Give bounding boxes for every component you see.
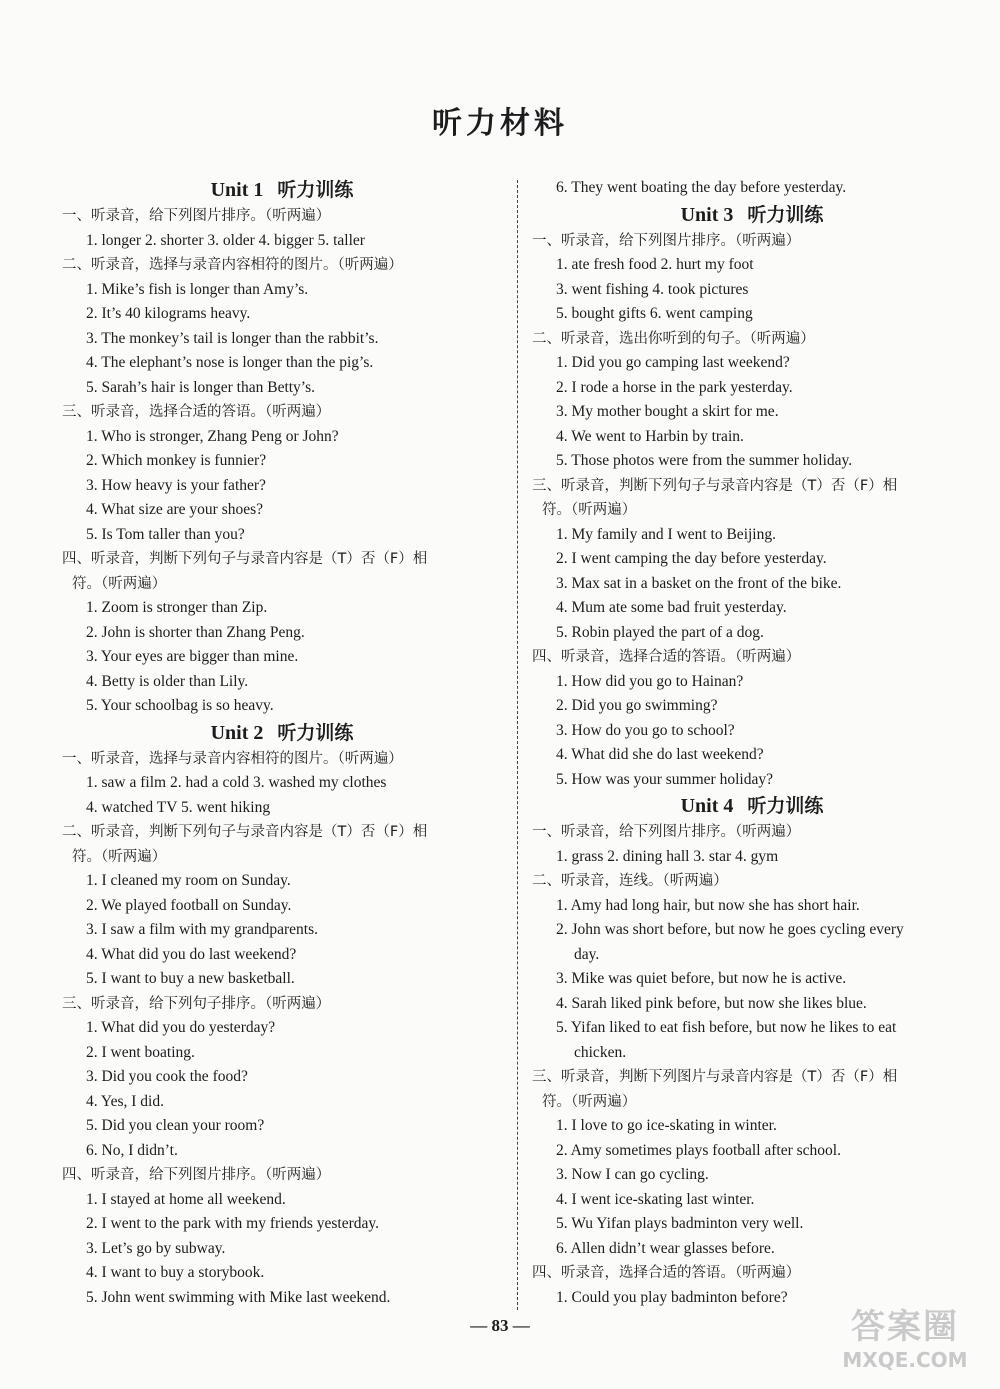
list-item: 4. What did she do last weekend? bbox=[556, 746, 764, 763]
list-item: 4. watched TV 5. went hiking bbox=[86, 798, 271, 816]
section-question-cont: 符。（听两遍） bbox=[542, 502, 637, 518]
list-item: 3. Let’s go by subway. bbox=[86, 1239, 226, 1257]
list-item: 6. They went boating the day before yesterday. bbox=[556, 179, 847, 196]
list-item: 1. grass 2. dining hall 3. star 4. gym bbox=[556, 847, 779, 865]
list-item: 1. Who is stronger, Zhang Peng or John? bbox=[86, 427, 339, 445]
list-item: 4. Mum ate some bad fruit yesterday. bbox=[556, 599, 787, 616]
list-item: 3. Now I can go cycling. bbox=[556, 1166, 709, 1183]
list-item: 2. I went boating. bbox=[86, 1043, 195, 1061]
section-question: 一、听录音，选择与录音内容相符的图片。（听两遍） bbox=[62, 750, 403, 767]
section-question-cont: 符。（听两遍） bbox=[72, 575, 167, 592]
list-item: 3. Max sat in a basket on the front of the bike. bbox=[556, 574, 842, 592]
list-item: 4. We went to Harbin by train. bbox=[556, 427, 744, 445]
watermark-logo bbox=[820, 1299, 990, 1379]
list-item: 5. John went swimming with Mike last weekend. bbox=[86, 1288, 391, 1306]
list-item: 5. How was your summer holiday? bbox=[556, 770, 773, 788]
list-item: 1. I stayed at home all weekend. bbox=[86, 1190, 286, 1208]
list-item-continuation: day. bbox=[574, 945, 600, 963]
section-question: 二、听录音，选择与录音内容相符的图片。（听两遍） bbox=[62, 257, 403, 273]
section-question: 一、听录音，给下列图片排序。（听两遍） bbox=[532, 232, 801, 249]
list-item-continuation: chicken. bbox=[574, 1043, 627, 1061]
list-item: 5. Those photos were from the summer holiday. bbox=[556, 452, 853, 469]
list-item: 5. Is Tom taller than you? bbox=[86, 525, 245, 543]
list-item: 5. Your schoolbag is so heavy. bbox=[86, 697, 274, 714]
list-item: 4. What size are your shoes? bbox=[86, 501, 264, 518]
section-question: 三、听录音，判断下列图片与录音内容是（T）否（F）相 bbox=[532, 1069, 898, 1085]
list-item: 1. Did you go camping last weekend? bbox=[556, 354, 790, 371]
list-item: 1. Could you play badminton before? bbox=[556, 1288, 788, 1306]
list-item: 1. Amy had long hair, but now she has short hair. bbox=[556, 896, 860, 914]
list-item: 1. I love to go ice-skating in winter. bbox=[556, 1117, 777, 1134]
list-item: 1. I cleaned my room on Sunday. bbox=[86, 872, 291, 889]
list-item: 4. The elephant’s nose is longer than the pig’s. bbox=[86, 354, 374, 371]
list-item: 3. Your eyes are bigger than mine. bbox=[86, 648, 299, 665]
left-column bbox=[62, 176, 502, 1310]
list-item: 1. ate fresh food 2. hurt my foot bbox=[556, 256, 754, 273]
unit-2-heading: Unit 2 听力训练 bbox=[210, 721, 354, 744]
list-item: 3. The monkey’s tail is longer than the rabbit’s. bbox=[86, 329, 379, 347]
list-item: 3. Mike was quiet before, but now he is active. bbox=[556, 970, 847, 987]
list-item: 4. Sarah liked pink before, but now she likes blue. bbox=[556, 994, 867, 1012]
list-item: 4. Yes, I did. bbox=[86, 1092, 164, 1110]
list-item: 3. How heavy is your father? bbox=[86, 476, 266, 494]
list-item: 5. Did you clean your room? bbox=[86, 1117, 265, 1134]
section-question: 一、听录音，给下列图片排序。（听两遍） bbox=[532, 824, 801, 840]
section-question: 二、听录音，连线。（听两遍） bbox=[532, 873, 728, 889]
list-item: 4. What did you do last weekend? bbox=[86, 945, 297, 963]
list-item: 6. Allen didn’t wear glasses before. bbox=[556, 1239, 775, 1257]
list-item: 2. Amy sometimes plays football after school. bbox=[556, 1141, 841, 1159]
list-item: 1. longer 2. shorter 3. older 4. bigger 5. taller bbox=[86, 231, 365, 249]
list-item: 2. John was short before, but now he goes cycling every bbox=[556, 921, 904, 938]
watermark-url: MXQE.COM bbox=[842, 1348, 968, 1372]
right-column bbox=[532, 176, 972, 1310]
watermark-logo-text: 答案圈 bbox=[851, 1307, 959, 1347]
list-item: 1. My family and I went to Beijing. bbox=[556, 525, 776, 543]
section-question-cont: 符。（听两遍） bbox=[542, 1093, 637, 1110]
list-item: 2. I rode a horse in the park yesterday. bbox=[556, 378, 793, 396]
list-item: 2. It’s 40 kilograms heavy. bbox=[86, 305, 251, 322]
page-number: — 83 — bbox=[470, 1316, 530, 1335]
list-item: 2. Which monkey is funnier? bbox=[86, 452, 267, 469]
section-question: 二、听录音，选出你听到的句子。（听两遍） bbox=[532, 330, 815, 347]
section-question: 三、听录音，判断下列句子与录音内容是（T）否（F）相 bbox=[532, 477, 898, 494]
list-item: 3. I saw a film with my grandparents. bbox=[86, 921, 319, 938]
section-question: 四、听录音，选择合适的答语。（听两遍） bbox=[532, 1265, 801, 1281]
unit-4-heading: Unit 4 听力训练 bbox=[680, 795, 824, 817]
section-question: 一、听录音，给下列图片排序。（听两遍） bbox=[62, 208, 331, 224]
list-item: 3. My mother bought a skirt for me. bbox=[556, 403, 779, 420]
list-item: 2. Did you go swimming? bbox=[556, 697, 718, 714]
list-item: 5. Wu Yifan plays badminton very well. bbox=[556, 1215, 804, 1232]
list-item: 5. Robin played the part of a dog. bbox=[556, 623, 764, 641]
section-question: 四、听录音，给下列图片排序。（听两遍） bbox=[62, 1167, 331, 1183]
list-item: 1. saw a film 2. had a cold 3. washed my clothes bbox=[86, 774, 387, 791]
list-item: 4. I went ice-skating last winter. bbox=[556, 1190, 755, 1208]
section-question: 二、听录音，判断下列句子与录音内容是（T）否（F）相 bbox=[62, 824, 428, 840]
list-item: 3. went fishing 4. took pictures bbox=[556, 280, 749, 298]
list-item: 2. I went camping the day before yesterday. bbox=[556, 550, 827, 567]
list-item: 2. John is shorter than Zhang Peng. bbox=[86, 623, 305, 641]
section-question: 四、听录音，判断下列句子与录音内容是（T）否（F）相 bbox=[62, 551, 428, 567]
list-item: 4. I want to buy a storybook. bbox=[86, 1264, 265, 1281]
list-item: 5. Sarah’s hair is longer than Betty’s. bbox=[86, 378, 316, 396]
page-title: 听力材料 bbox=[432, 106, 568, 141]
column-divider bbox=[517, 180, 518, 1310]
list-item: 4. Betty is older than Lily. bbox=[86, 672, 249, 690]
section-question: 四、听录音，选择合适的答语。（听两遍） bbox=[532, 649, 801, 665]
unit-1-heading: Unit 1 听力训练 bbox=[210, 179, 354, 201]
list-item: 3. Did you cook the food? bbox=[86, 1068, 248, 1085]
section-question: 三、听录音，给下列句子排序。（听两遍） bbox=[62, 995, 331, 1012]
list-item: 6. No, I didn’t. bbox=[86, 1141, 178, 1159]
list-item: 5. I want to buy a new basketball. bbox=[86, 970, 295, 987]
list-item: 3. How do you go to school? bbox=[556, 721, 735, 739]
list-item: 1. Zoom is stronger than Zip. bbox=[86, 599, 268, 616]
list-item: 1. How did you go to Hainan? bbox=[556, 672, 744, 690]
unit-3-heading: Unit 3 听力训练 bbox=[680, 203, 824, 226]
section-question: 三、听录音，选择合适的答语。（听两遍） bbox=[62, 404, 331, 420]
section-question-cont: 符。（听两遍） bbox=[72, 848, 167, 865]
list-item: 5. bought gifts 6. went camping bbox=[556, 305, 753, 322]
list-item: 1. Mike’s fish is longer than Amy’s. bbox=[86, 280, 309, 298]
list-item: 5. Yifan liked to eat fish before, but now he likes to eat bbox=[556, 1019, 897, 1036]
list-item: 1. What did you do yesterday? bbox=[86, 1019, 276, 1036]
list-item: 2. I went to the park with my friends yesterday. bbox=[86, 1215, 379, 1232]
list-item: 2. We played football on Sunday. bbox=[86, 896, 292, 914]
